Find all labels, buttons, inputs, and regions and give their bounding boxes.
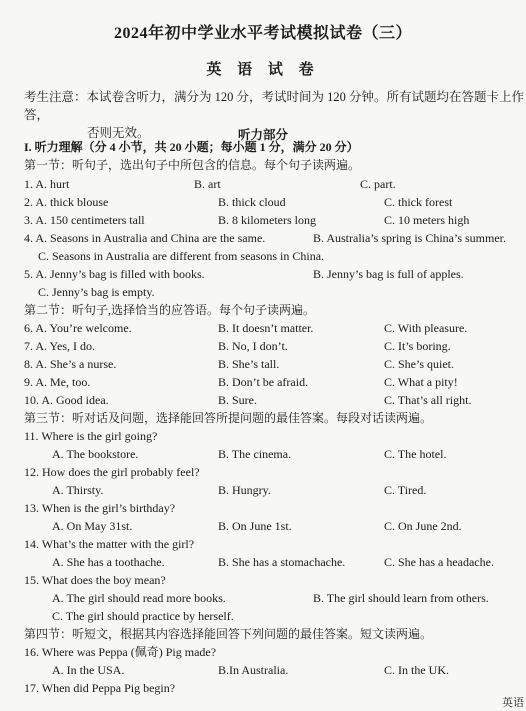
q4-option-a: 4. A. Seasons in Australia and China are the same. — [24, 231, 266, 245]
q9-option-b: B. Don’t be afraid. — [218, 375, 309, 389]
q17-question: 17. When did Peppa Pig begin? — [24, 681, 176, 695]
page-corner-label: 英语 — [502, 697, 524, 709]
q2-option-c: C. thick forest — [384, 195, 453, 209]
q10-option-c: C. That’s all right. — [384, 393, 472, 407]
section-heading: I. 听力理解（分 4 小节，共 20 小题；每小题 1 分，满分 20 分） — [24, 140, 359, 154]
q16-option-c: C. In the UK. — [384, 663, 449, 677]
q9-option-a: 9. A. Me, too. — [24, 375, 91, 389]
q11-option-c: C. The hotel. — [384, 447, 447, 461]
q8-option-b: B. She’s tall. — [218, 357, 280, 371]
q5-option-a: 5. A. Jenny’s bag is filled with books. — [24, 267, 205, 281]
q12-question: 12. How does the girl probably feel? — [24, 465, 200, 479]
q14-question: 14. What’s the matter with the girl? — [24, 537, 195, 551]
notice-line-2: 否则无效。 — [87, 126, 150, 140]
q14-option-b: B. She has a stomachache. — [218, 555, 346, 569]
q5-option-b: B. Jenny’s bag is full of apples. — [313, 267, 464, 281]
q1-option-c: C. part. — [360, 177, 396, 191]
q7-option-c: C. It’s boring. — [384, 339, 451, 353]
q15-question: 15. What does the boy mean? — [24, 573, 166, 587]
notice-line-1: 考生注意：本试卷含听力，满分为 120 分，考试时间为 120 分钟。所有试题均在答题卡上作答， — [24, 90, 525, 122]
q5-option-c: C. Jenny’s bag is empty. — [38, 285, 155, 299]
q7-option-b: B. No, I don’t. — [218, 339, 288, 353]
q11-option-b: B. The cinema. — [218, 447, 292, 461]
q13-option-a: A. On May 31st. — [52, 519, 133, 533]
q7-option-a: 7. A. Yes, I do. — [24, 339, 96, 353]
q15-option-c: C. The girl should practice by herself. — [52, 609, 234, 623]
q13-question: 13. When is the girl’s birthday? — [24, 501, 176, 515]
part-4-instruction: 第四节：听短文，根据其内容选择能回答下列问题的最佳答案。短文读两遍。 — [24, 627, 433, 641]
q16-question: 16. Where was Peppa (佩奇) Pig made? — [24, 645, 217, 659]
q3-option-c: C. 10 meters high — [384, 213, 470, 227]
q14-option-a: A. She has a toothache. — [52, 555, 165, 569]
q12-option-a: A. Thirsty. — [52, 483, 104, 497]
q16-option-a: A. In the USA. — [52, 663, 125, 677]
q13-option-b: B. On June 1st. — [218, 519, 292, 533]
q8-option-c: C. She’s quiet. — [384, 357, 455, 371]
q10-option-b: B. Sure. — [218, 393, 257, 407]
q1-option-b: B. art — [194, 177, 221, 191]
q9-option-c: C. What a pity! — [384, 375, 458, 389]
q1-option-a: 1. A. hurt — [24, 177, 70, 191]
q6-option-c: C. With pleasure. — [384, 321, 468, 335]
q8-option-a: 8. A. She’s a nurse. — [24, 357, 117, 371]
q2-option-b: B. thick cloud — [218, 195, 286, 209]
q11-option-a: A. The bookstore. — [52, 447, 139, 461]
q13-option-c: C. On June 2nd. — [384, 519, 462, 533]
part-3-instruction: 第三节：听对话及问题，选择能回答所提问题的最佳答案。每段对话读两遍。 — [24, 411, 433, 425]
q16-option-b: B.In Australia. — [218, 663, 289, 677]
q14-option-c: C. She has a headache. — [384, 555, 494, 569]
q4-option-c: C. Seasons in Australia are different from seasons in China. — [38, 249, 325, 263]
q15-option-b: B. The girl should learn from others. — [313, 591, 489, 605]
exam-title: 2024年初中学业水平考试模拟试卷（三） — [113, 25, 412, 42]
part-2-instruction: 第二节：听句子,选择恰当的应答语。每个句子读两遍。 — [24, 303, 316, 317]
q10-option-a: 10. A. Good idea. — [24, 393, 109, 407]
q12-option-b: B. Hungry. — [218, 483, 271, 497]
q15-option-a: A. The girl should read more books. — [52, 591, 226, 605]
listening-heading: 听力部分 — [237, 128, 288, 142]
q4-option-b: B. Australia’s spring is China’s summer. — [313, 231, 507, 245]
q6-option-b: B. It doesn’t matter. — [218, 321, 314, 335]
q2-option-a: 2. A. thick blouse — [24, 195, 109, 209]
q3-option-b: B. 8 kilometers long — [218, 213, 316, 227]
q11-question: 11. Where is the girl going? — [24, 429, 158, 443]
q3-option-a: 3. A. 150 centimeters tall — [24, 213, 145, 227]
q6-option-a: 6. A. You’re welcome. — [24, 321, 132, 335]
part-1-instruction: 第一节：听句子，选出句子中所包含的信息。每个句子读两遍。 — [24, 158, 361, 172]
q12-option-c: C. Tired. — [384, 483, 427, 497]
exam-subtitle: 英 语 试 卷 — [206, 62, 320, 78]
